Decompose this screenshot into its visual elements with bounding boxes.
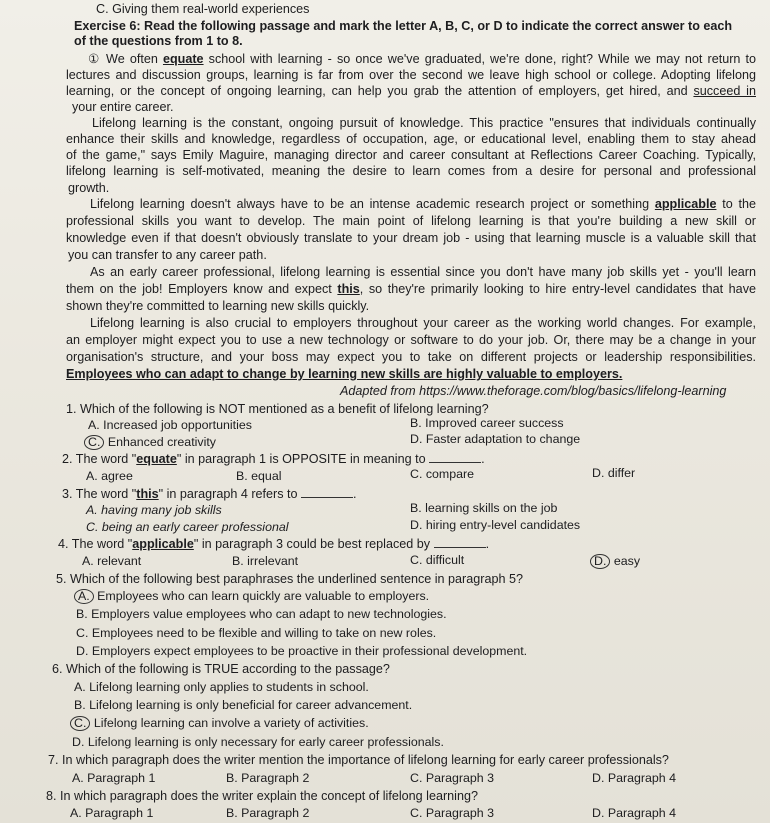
q1-option-a[interactable]: A. Increased job opportunities	[88, 418, 252, 432]
passage-p1-line4: your entire career.	[72, 100, 174, 114]
q7-option-b[interactable]: B. Paragraph 2	[226, 771, 310, 785]
q8-option-c[interactable]: C. Paragraph 3	[410, 806, 495, 820]
answer-circle-mark: D.	[590, 554, 610, 569]
question-4-stem: 4. The word "applicable" in paragraph 3 could be best replaced by .	[58, 537, 490, 551]
q3-option-a[interactable]: A. having many job skills	[86, 503, 222, 517]
passage-p5-underlined-sentence: Employees who can adapt to change by learning new skills are highly valuable to employers.	[66, 367, 623, 381]
q7-option-c[interactable]: C. Paragraph 3	[410, 771, 495, 785]
passage-p5-line2: an employer might expect you to use a new technology or software to do your job. Or, there may be a change in your	[66, 333, 756, 347]
q8-option-d[interactable]: D. Paragraph 4	[592, 806, 677, 820]
q6-option-a[interactable]: A. Lifelong learning only applies to students in school.	[74, 680, 369, 694]
passage-p2-line1: Lifelong learning is the constant, ongoing pursuit of knowledge. This practice "ensures that individuals continually	[92, 116, 756, 130]
question-8-stem: 8. In which paragraph does the writer explain the concept of lifelong learning?	[46, 789, 478, 803]
question-7-stem: 7. In which paragraph does the writer mention the importance of lifelong learning for early career professionals?	[48, 753, 669, 767]
q7-option-d[interactable]: D. Paragraph 4	[592, 771, 677, 785]
passage-p3-line2: professional skills you want to develop. The main point of lifelong learning is that you're building a new skill or	[66, 214, 756, 228]
passage-p2-line5: growth.	[68, 181, 110, 195]
q2-option-d[interactable]: D. differ	[592, 466, 636, 480]
q6-option-d[interactable]: D. Lifelong learning is only necessary for early career professionals.	[72, 735, 444, 749]
question-2-stem: 2. The word "equate" in paragraph 1 is OPPOSITE in meaning to .	[62, 452, 485, 466]
answer-blank[interactable]	[301, 487, 353, 498]
q1-option-d[interactable]: D. Faster adaptation to change	[410, 432, 581, 446]
answer-circle-mark: C.	[70, 716, 90, 731]
previous-option: C. Giving them real-world experiences	[96, 2, 310, 16]
answer-blank[interactable]	[434, 537, 486, 548]
q1-option-b[interactable]: B. Improved career success	[410, 416, 564, 430]
question-6-stem: 6. Which of the following is TRUE according to the passage?	[52, 662, 390, 676]
q2-option-a[interactable]: A. agree	[86, 469, 133, 483]
q8-option-a[interactable]: A. Paragraph 1	[70, 806, 154, 820]
passage-p2-line2: enhance their skills and knowledge, regardless of occupation, age, or educational level, enabling them to stay ahead	[66, 132, 756, 146]
q4-option-b[interactable]: B. irrelevant	[232, 554, 299, 568]
passage-p2-line3: of the game," says Emily Maguire, managing director and career consultant at Reflections Career Coaching. Typically,	[66, 148, 756, 162]
passage-p1-line2: lectures and discussion groups, learning is far from over the second we leave high school or college. Adopting lifelong	[66, 68, 756, 82]
question-1-stem: 1. Which of the following is NOT mentioned as a benefit of lifelong learning?	[66, 402, 489, 416]
passage-source: Adapted from https://www.theforage.com/blog/basics/lifelong-learning	[340, 384, 727, 398]
q8-option-b[interactable]: B. Paragraph 2	[226, 806, 310, 820]
q5-option-d[interactable]: D. Employers expect employees to be proactive in their professional development.	[76, 644, 528, 658]
q5-option-b[interactable]: B. Employers value employees who can adapt to new technologies.	[76, 607, 447, 621]
question-5-stem: 5. Which of the following best paraphrases the underlined sentence in paragraph 5?	[56, 572, 523, 586]
answer-circle-mark: C.	[84, 435, 104, 450]
q4-option-d[interactable]: D. easy	[594, 554, 640, 569]
passage-p4-line2: them on the job! Employers know and expect this, so they're primarily looking to hire entry-level candidates that have	[66, 282, 756, 296]
passage-p1-line3: learning, or the concept of ongoing learning, can help you grab the attention of employers, get hired, and succeed in	[66, 84, 756, 98]
answer-blank[interactable]	[429, 452, 481, 463]
q5-option-c[interactable]: C. Employees need to be flexible and willing to take on new roles.	[76, 626, 437, 640]
q2-option-c[interactable]: C. compare	[410, 467, 475, 481]
answer-circle-mark: A.	[74, 589, 94, 604]
q6-option-b[interactable]: B. Lifelong learning is only beneficial for career advancement.	[74, 698, 413, 712]
passage-p1-line1: ① We often equate school with learning - so once we've graduated, we're done, right? While we may not return to	[88, 52, 757, 66]
exercise-title: Exercise 6: Read the following passage and mark the letter A, B, C, or D to indicate the correct answer to each	[74, 19, 733, 33]
q5-option-a[interactable]: A. Employees who can learn quickly are valuable to employers.	[78, 589, 429, 604]
q4-option-a[interactable]: A. relevant	[82, 554, 142, 568]
passage-p5-line1: Lifelong learning is also crucial to employers throughout your career as the working world changes. For example,	[90, 316, 756, 330]
passage-p2-line4: lifelong learning is self-motivated, meaning the desire to learn comes from a desire for personal and professional	[66, 164, 756, 178]
q3-option-c[interactable]: C. being an early career professional	[86, 520, 289, 534]
exercise-subtitle: of the questions from 1 to 8.	[74, 34, 243, 48]
question-3-stem: 3. The word "this" in paragraph 4 refers to .	[62, 487, 357, 501]
q7-option-a[interactable]: A. Paragraph 1	[72, 771, 156, 785]
q3-option-b[interactable]: B. learning skills on the job	[410, 501, 558, 515]
passage-p4-line1: As an early career professional, lifelong learning is essential since you don't have many job skills yet - you'll learn	[90, 265, 756, 279]
q1-option-c[interactable]: C. Enhanced creativity	[88, 435, 216, 450]
q4-option-c[interactable]: C. difficult	[410, 553, 465, 567]
q2-option-b[interactable]: B. equal	[236, 469, 282, 483]
paragraph-number-icon: ①	[88, 52, 101, 66]
passage-p3-line3: knowledge even if that doesn't obviously translate to your dream job - using that learning muscle is a valuable skill that	[66, 231, 756, 245]
passage-p3-line4: you can transfer to any career path.	[68, 248, 267, 262]
passage-p5-line3: organisation's structure, and your boss may expect you to take on different projects or leadership responsibilities.	[66, 350, 756, 364]
passage-p3-line1: Lifelong learning doesn't always have to be an intense academic research project or something applicable to the	[90, 197, 757, 211]
passage-p4-line3: shown they're committed to learning new skills quickly.	[66, 299, 370, 313]
q6-option-c[interactable]: C. Lifelong learning can involve a variety of activities.	[74, 716, 369, 731]
q3-option-d[interactable]: D. hiring entry-level candidates	[410, 518, 581, 532]
